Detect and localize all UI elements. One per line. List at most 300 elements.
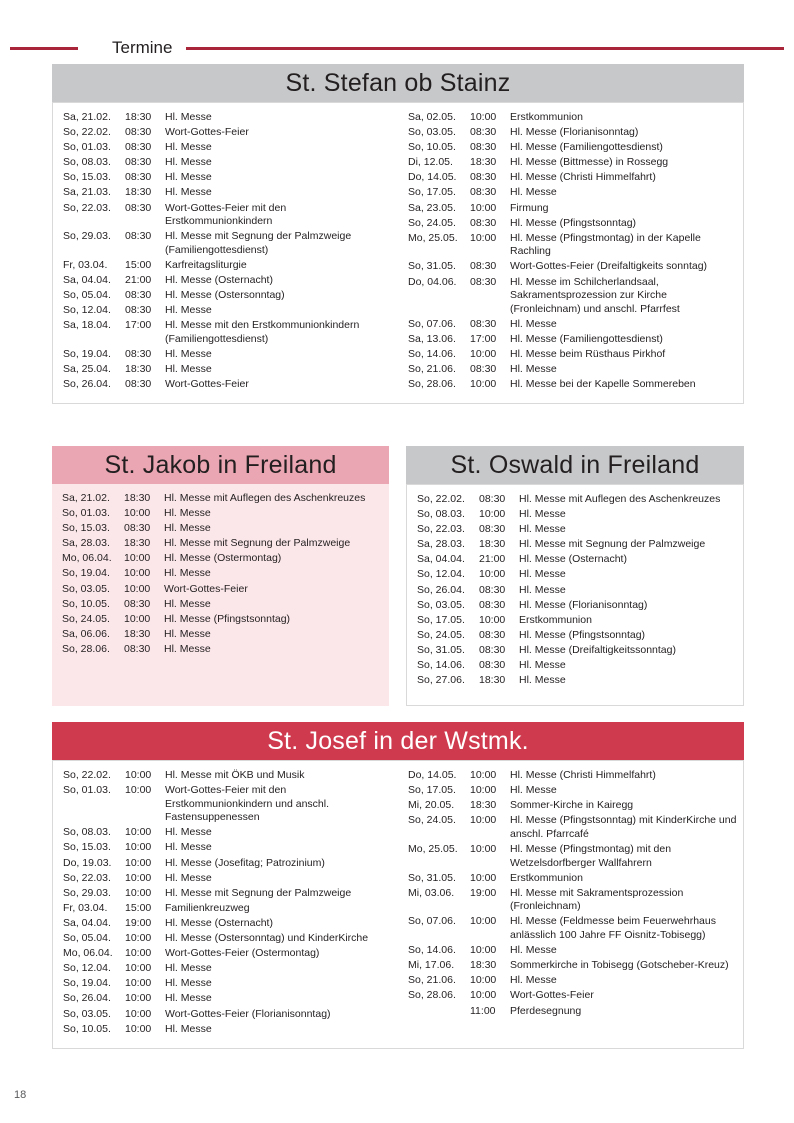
entry-description: Firmung [510, 201, 549, 214]
entry-date: Mi, 03.06. [408, 886, 455, 899]
entry-date: Sa, 23.05. [408, 201, 456, 214]
entry-date: Mo, 25.05. [408, 842, 458, 855]
entry-description: Hl. Messe (Pfingstsonntag) [164, 612, 291, 625]
entry-date: So, 31.05. [408, 871, 456, 884]
entry-description: Hl. Messe mit ÖKB und Musik [165, 769, 305, 781]
entry-time: 17:00 [125, 319, 152, 332]
schedule-table [408, 769, 737, 1020]
entry-time: 18:30 [125, 111, 152, 123]
entry-time: 10:00 [125, 826, 152, 839]
entry-description: Wort-Gottes-Feier mit den Erstkommunionkindern und anschl. Fastensuppenessen [165, 784, 330, 824]
section-st-jakob-in-freiland [52, 446, 389, 706]
entry-description: Hl. Messe [510, 363, 557, 376]
entry-description: Wort-Gottes-Feier [165, 126, 249, 139]
entry-time: 15:00 [125, 258, 152, 271]
schedule-row [62, 537, 383, 552]
schedule-row [417, 644, 737, 659]
entry-time: 08:30 [470, 186, 497, 199]
schedule-row [417, 553, 737, 568]
schedule-row [63, 962, 392, 977]
entry-description: Hl. Messe [165, 141, 212, 154]
entry-time: 10:00 [470, 784, 497, 797]
entry-time: 08:30 [479, 523, 506, 536]
schedule-row [408, 915, 737, 944]
entry-date: So, 14.06. [408, 348, 456, 360]
entry-time: 10:00 [470, 944, 497, 957]
section-st-oswald-in-freiland [406, 446, 744, 706]
entry-time: 10:00 [124, 612, 151, 625]
schedule-row [408, 974, 737, 989]
entry-date: Sa, 02.05. [408, 111, 456, 123]
column-left [53, 761, 398, 1048]
entry-time: 10:00 [470, 111, 497, 123]
schedule-row [417, 493, 737, 508]
column-left [407, 485, 743, 705]
entry-date: So, 12.04. [63, 962, 111, 975]
schedule-row [408, 944, 737, 959]
entry-time: 10:00 [125, 977, 152, 990]
entry-date: So, 03.05. [408, 126, 456, 139]
entry-description: Hl. Messe [165, 871, 212, 884]
schedule-row [417, 568, 737, 583]
entry-date: So, 08.03. [63, 826, 111, 839]
entry-time: 10:00 [479, 613, 506, 626]
entry-description: Hl. Messe [510, 944, 557, 957]
entry-description: Wort-Gottes-Feier (Ostermontag) [165, 947, 320, 960]
schedule-row [408, 959, 737, 974]
entry-description: Sommerkirche in Tobisegg (Gotscheber-Kreuz) [510, 959, 729, 972]
entry-date: So, 14.06. [408, 944, 456, 957]
schedule-row [62, 507, 383, 522]
entry-description: Hl. Messe [165, 363, 212, 376]
entry-date: Mi, 17.06. [408, 959, 455, 972]
schedule-row [408, 126, 737, 141]
entry-description: Wort-Gottes-Feier (Dreifaltigkeits sonntag) [510, 260, 708, 273]
entry-time: 11:00 [470, 1004, 496, 1017]
entry-date: So, 31.05. [408, 260, 456, 273]
schedule-row [63, 932, 392, 947]
entry-date: So, 22.03. [63, 201, 111, 214]
schedule-row [62, 598, 383, 613]
schedule-row [408, 111, 737, 126]
schedule-row [63, 348, 392, 363]
entry-date: So, 19.04. [62, 567, 110, 580]
schedule-row [62, 492, 383, 507]
entry-date: So, 29.03. [63, 886, 111, 899]
entry-date: So, 22.02. [417, 493, 465, 505]
entry-time: 18:30 [470, 799, 497, 812]
schedule-row [63, 156, 392, 171]
entry-time: 18:30 [470, 156, 497, 169]
schedule-row [408, 260, 737, 275]
entry-description: Hl. Messe [165, 186, 212, 199]
entry-description: Hl. Messe bei der Kapelle Sommereben [510, 378, 696, 391]
entry-description: Hl. Messe (Familiengottesdienst) [510, 141, 663, 154]
column-right [398, 103, 743, 403]
schedule-row [63, 887, 392, 902]
entry-time: 08:30 [470, 171, 497, 184]
entry-date: So, 26.04. [63, 992, 111, 1005]
entry-time: 10:00 [470, 974, 497, 987]
entry-description: Hl. Messe (Osternacht) [165, 274, 273, 287]
schedule-row [408, 217, 737, 232]
entry-time: 08:30 [470, 126, 497, 139]
entry-description: Hl. Messe (Osternacht) [519, 553, 627, 566]
entry-description: Hl. Messe mit Auflegen des Aschenkreuzes [519, 493, 721, 505]
entry-date [408, 1005, 470, 1020]
entry-date: So, 12.04. [417, 568, 465, 581]
entry-date: So, 19.04. [63, 348, 111, 360]
entry-description: Hl. Messe [165, 992, 212, 1005]
entry-date: Sa, 28.03. [417, 538, 465, 551]
schedule-row [62, 643, 383, 658]
entry-time: 10:00 [125, 784, 152, 797]
entry-date: So, 28.06. [408, 378, 456, 391]
entry-description: Hl. Messe (Christi Himmelfahrt) [510, 171, 656, 184]
schedule-row [408, 843, 737, 872]
entry-description: Hl. Messe mit den Erstkommunionkindern (Familiengottesdienst) [165, 319, 360, 345]
entry-time: 08:30 [470, 317, 497, 330]
schedule-row [63, 126, 392, 141]
entry-description: Hl. Messe (Florianisonntag) [510, 126, 639, 139]
entry-time: 08:30 [479, 598, 506, 611]
entry-description: Hl. Messe (Ostermontag) [164, 552, 282, 565]
schedule-row [63, 977, 392, 992]
entry-date: So, 10.05. [63, 1022, 111, 1035]
entry-time: 08:30 [125, 378, 152, 391]
entry-description: Hl. Messe (Ostersonntag) [165, 289, 285, 302]
entry-time: 08:30 [125, 201, 152, 214]
entry-description: Hl. Messe (Bittmesse) in Rossegg [510, 156, 669, 169]
entry-time: 10:00 [125, 871, 152, 884]
schedule-row [408, 378, 737, 393]
entry-time: 10:00 [479, 568, 506, 581]
entry-description: Erstkommunion [510, 111, 583, 123]
entry-date: So, 01.03. [63, 141, 111, 154]
entry-time: 08:30 [479, 643, 506, 656]
entry-date: So, 22.02. [63, 126, 111, 139]
entry-date: So, 27.06. [417, 674, 465, 687]
entry-time: 08:30 [124, 522, 151, 535]
schedule-row [63, 769, 392, 784]
schedule-table [63, 111, 392, 393]
entry-time: 10:00 [124, 507, 151, 520]
entry-date: So, 15.03. [62, 522, 110, 535]
entry-date: So, 17.05. [408, 784, 456, 797]
schedule-row [408, 363, 737, 378]
entry-time: 10:00 [470, 378, 497, 391]
entry-date: Mi, 20.05. [408, 799, 455, 812]
entry-description: Hl. Messe mit Segnung der Palmzweige [165, 886, 352, 899]
entry-date: Di, 12.05. [408, 156, 453, 169]
entry-time: 10:00 [470, 915, 497, 928]
entry-description: Hl. Messe [165, 348, 212, 360]
entry-date: So, 22.02. [63, 769, 111, 781]
schedule-row [408, 872, 737, 887]
section-title: St. Jakob in Freiland [52, 446, 389, 484]
entry-time: 10:00 [124, 552, 151, 565]
schedule-row [63, 857, 392, 872]
entry-time: 08:30 [125, 304, 152, 317]
entry-time: 08:30 [479, 628, 506, 641]
entry-date: So, 21.06. [408, 363, 456, 376]
entry-date: So, 01.03. [62, 507, 110, 520]
entry-time: 18:30 [124, 627, 151, 640]
section-body [406, 484, 744, 706]
entry-description: Hl. Messe [165, 171, 212, 184]
schedule-row [408, 1005, 737, 1020]
entry-description: Hl. Messe mit Sakramentsprozession (Fronleichnam) [510, 886, 684, 913]
entry-time: 19:00 [125, 916, 152, 929]
entry-time: 08:30 [470, 260, 497, 273]
entry-date: Do, 04.06. [408, 275, 457, 288]
section-st-josef-in-der-wstmk [52, 722, 744, 1049]
entry-time: 10:00 [470, 231, 497, 244]
entry-date: So, 01.03. [63, 784, 111, 797]
entry-time: 10:00 [470, 814, 497, 827]
entry-time: 17:00 [470, 332, 497, 345]
column-right [398, 761, 743, 1048]
entry-time: 08:30 [125, 230, 152, 243]
entry-description: Hl. Messe [510, 317, 557, 330]
page-title: Termine [112, 38, 173, 57]
entry-date: Sa, 25.04. [63, 363, 111, 376]
entry-date: Sa, 04.04. [63, 274, 111, 287]
schedule-row [63, 171, 392, 186]
schedule-row [62, 552, 383, 567]
entry-description: Hl. Messe [510, 784, 557, 797]
entry-date: Fr, 03.04. [63, 258, 108, 271]
schedule-row [417, 599, 737, 614]
schedule-row [63, 363, 392, 378]
schedule-row [417, 523, 737, 538]
schedule-row [62, 628, 383, 643]
entry-time: 08:30 [125, 126, 152, 139]
entry-description: Hl. Messe [519, 523, 566, 536]
schedule-row [63, 902, 392, 917]
column-left [52, 484, 389, 706]
entry-description: Sommer-Kirche in Kairegg [510, 799, 634, 812]
entry-description: Hl. Messe [519, 508, 566, 521]
entry-time: 10:00 [470, 871, 497, 884]
entry-description: Hl. Messe [165, 1022, 212, 1035]
entry-date: Do, 19.03. [63, 856, 112, 869]
entry-description: Hl. Messe mit Segnung der Palmzweige [164, 537, 351, 550]
entry-time: 15:00 [125, 901, 152, 914]
entry-time: 10:00 [125, 1022, 152, 1035]
entry-time: 08:30 [125, 348, 152, 360]
entry-date: So, 12.04. [63, 304, 111, 317]
entry-date: So, 15.03. [63, 171, 111, 184]
section-title: St. Oswald in Freiland [406, 446, 744, 484]
page-number: 18 [14, 1089, 27, 1101]
entry-date: Sa, 06.06. [62, 627, 110, 640]
entry-date: Sa, 04.04. [63, 916, 111, 929]
entry-description: Hl. Messe (Josefitag; Patrozinium) [165, 856, 325, 869]
entry-description: Hl. Messe [519, 674, 566, 687]
schedule-row [408, 232, 737, 261]
schedule-table [417, 493, 737, 689]
entry-time: 10:00 [125, 932, 152, 945]
entry-time: 08:30 [125, 156, 152, 169]
entry-time: 18:30 [479, 538, 506, 551]
entry-description: Familienkreuzweg [165, 901, 250, 914]
schedule-row [63, 141, 392, 156]
entry-description: Hl. Messe [519, 583, 566, 596]
page-header [0, 34, 794, 62]
schedule-row [417, 614, 737, 629]
entry-description: Hl. Messe [165, 977, 212, 990]
entry-description: Hl. Messe (Osternacht) [165, 916, 273, 929]
schedule-row [63, 186, 392, 201]
entry-description: Hl. Messe (Ostersonntag) und KinderKirche [165, 932, 369, 945]
header-rule-left [10, 47, 78, 50]
schedule-row [417, 674, 737, 689]
header-rule-right [186, 47, 784, 50]
entry-time: 08:30 [470, 216, 497, 229]
section-body [52, 484, 389, 706]
entry-date: So, 24.05. [408, 814, 456, 827]
entry-description: Karfreitagsliturgie [165, 258, 247, 271]
schedule-row [62, 583, 383, 598]
entry-date: Sa, 21.03. [63, 186, 111, 199]
schedule-row [63, 1023, 392, 1038]
entry-date: So, 22.03. [63, 871, 111, 884]
entry-date: So, 07.06. [408, 317, 456, 330]
schedule-row [417, 659, 737, 674]
schedule-row [63, 1008, 392, 1023]
entry-description: Pferdesegnung [510, 1004, 582, 1017]
entry-description: Hl. Messe [165, 962, 212, 975]
schedule-row [63, 230, 392, 259]
schedule-row [62, 567, 383, 582]
entry-date: So, 19.04. [63, 977, 111, 990]
entry-time: 10:00 [124, 582, 151, 595]
schedule-table [63, 769, 392, 1038]
entry-time: 18:30 [479, 674, 506, 687]
entry-time: 08:30 [124, 642, 151, 655]
entry-date: Sa, 28.03. [62, 537, 110, 550]
section-title: St. Josef in der Wstmk. [52, 722, 744, 760]
entry-time: 18:30 [124, 537, 151, 550]
entry-date: Mo, 06.04. [62, 552, 112, 565]
entry-date: So, 22.03. [417, 523, 465, 536]
schedule-row [408, 333, 737, 348]
entry-time: 08:30 [125, 141, 152, 154]
entry-time: 10:00 [470, 201, 497, 214]
entry-description: Hl. Messe (Pfingstsonntag) [510, 216, 637, 229]
entry-description: Hl. Messe [164, 522, 211, 535]
entry-time: 18:30 [470, 959, 497, 972]
schedule-row [63, 992, 392, 1007]
schedule-row [62, 613, 383, 628]
entry-date: Do, 14.05. [408, 171, 457, 184]
entry-time: 08:30 [470, 275, 497, 288]
entry-date: So, 29.03. [63, 230, 111, 243]
entry-date: So, 15.03. [63, 841, 111, 854]
entry-date: So, 03.05. [63, 1007, 111, 1020]
entry-date: So, 08.03. [63, 156, 111, 169]
schedule-row [63, 274, 392, 289]
entry-description: Hl. Messe [165, 826, 212, 839]
schedule-row [408, 784, 737, 799]
entry-date: So, 14.06. [417, 659, 465, 672]
entry-time: 10:00 [470, 989, 497, 1002]
entry-description: Hl. Messe (Feldmesse beim Feuerwehrhaus anlässlich 100 Jahre FF Oisnitz-Tobisegg) [510, 915, 716, 942]
entry-time: 18:30 [124, 492, 151, 504]
entry-description: Hl. Messe [165, 841, 212, 854]
entry-date: So, 03.05. [62, 582, 110, 595]
entry-description: Erstkommunion [519, 613, 592, 626]
schedule-row [63, 378, 392, 393]
entry-date: Sa, 13.06. [408, 332, 456, 345]
schedule-row [417, 629, 737, 644]
entry-date: Sa, 21.02. [62, 492, 110, 504]
entry-time: 10:00 [125, 947, 152, 960]
entry-time: 10:00 [125, 769, 152, 781]
entry-date: So, 31.05. [417, 643, 465, 656]
entry-time: 08:30 [479, 493, 506, 505]
entry-description: Hl. Messe [164, 642, 211, 655]
entry-time: 10:00 [470, 348, 497, 360]
entry-date: So, 05.04. [63, 289, 111, 302]
entry-description: Hl. Messe (Christi Himmelfahrt) [510, 769, 656, 781]
entry-date: Sa, 04.04. [417, 553, 465, 566]
schedule-row [408, 348, 737, 363]
entry-description: Hl. Messe (Pfingstsonntag) [519, 628, 646, 641]
schedule-row [63, 111, 392, 126]
entry-description: Hl. Messe (Pfingstsonntag) mit KinderKirche und anschl. Pfarrcafé [510, 814, 737, 840]
schedule-row [62, 522, 383, 537]
entry-date: So, 26.04. [417, 583, 465, 596]
schedule-row [408, 769, 737, 784]
entry-description: Wort-Gottes-Feier [164, 582, 248, 595]
schedule-row [408, 887, 737, 916]
entry-time: 21:00 [479, 553, 506, 566]
entry-description: Hl. Messe beim Rüsthaus Pirkhof [510, 348, 666, 360]
entry-time: 10:00 [125, 992, 152, 1005]
entry-time: 21:00 [125, 274, 152, 287]
section-body [52, 760, 744, 1049]
entry-date: So, 17.05. [408, 186, 456, 199]
section-st-stefan-ob-stainz [52, 64, 744, 404]
entry-description: Hl. Messe [519, 659, 566, 672]
entry-date: Sa, 21.02. [63, 111, 111, 123]
entry-date: So, 28.06. [62, 642, 110, 655]
schedule-row [63, 289, 392, 304]
schedule-row [63, 917, 392, 932]
schedule-row [417, 538, 737, 553]
entry-description: Hl. Messe [165, 156, 212, 169]
entry-description: Hl. Messe [165, 111, 212, 123]
section-body [52, 102, 744, 404]
entry-description: Wort-Gottes-Feier mit den Erstkommunionkindern [165, 201, 287, 228]
entry-date: So, 03.05. [417, 598, 465, 611]
entry-time: 10:00 [479, 508, 506, 521]
entry-date: So, 24.05. [417, 628, 465, 641]
entry-description: Hl. Messe (Dreifaltigkeitssonntag) [519, 643, 676, 656]
entry-date: So, 05.04. [63, 932, 111, 945]
entry-time: 08:30 [124, 597, 151, 610]
entry-description: Erstkommunion [510, 871, 583, 884]
schedule-row [63, 947, 392, 962]
schedule-row [408, 799, 737, 814]
entry-description: Hl. Messe [164, 627, 211, 640]
entry-time: 10:00 [125, 886, 152, 899]
entry-time: 08:30 [125, 171, 152, 184]
entry-date: So, 10.05. [408, 141, 456, 154]
entry-time: 10:00 [470, 769, 497, 781]
